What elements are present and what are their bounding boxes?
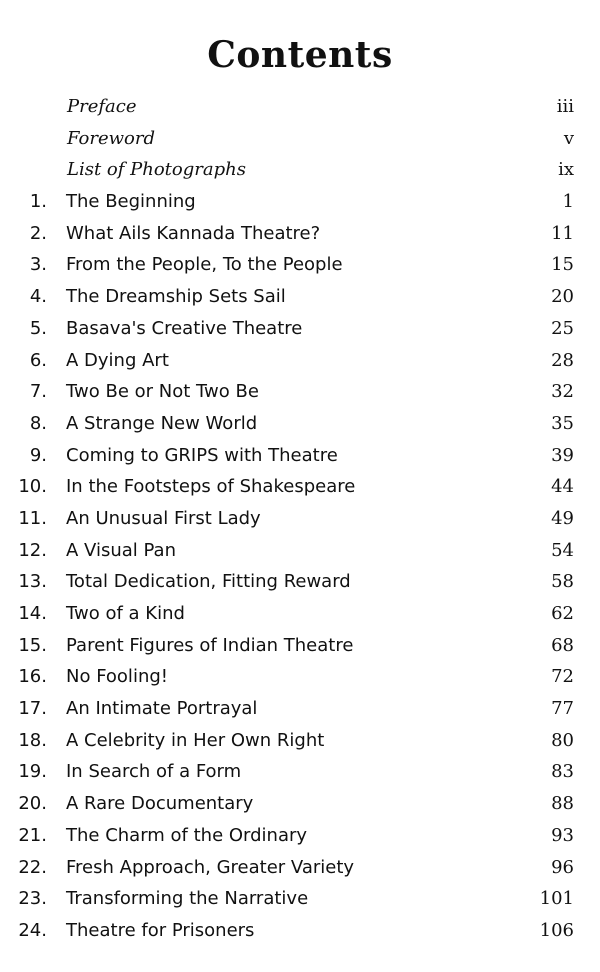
toc-entry-page: iii [556,96,574,117]
chapter-page: 72 [551,666,574,688]
toc-chapter-2[interactable] [0,218,600,250]
chapter-title: An Unusual First Lady [66,507,261,529]
chapter-number: 20. [18,793,47,815]
chapter-page: 101 [539,888,574,910]
chapter-page: 11 [551,222,574,244]
chapter-title: Two Be or Not Two Be [66,381,259,403]
chapter-number: 11. [18,507,47,529]
chapter-title: A Rare Documentary [66,793,254,815]
chapter-number: 13. [18,571,47,593]
chapter-number: 1. [29,191,47,213]
toc-chapter-4[interactable] [0,281,600,313]
chapter-title: Basava's Creative Theatre [66,317,303,339]
chapter-page: 106 [539,919,574,941]
chapter-number: 4. [29,286,47,308]
toc-chapter-7[interactable] [0,376,600,408]
chapter-title: A Strange New World [66,412,258,434]
toc-entry-page: ix [558,159,574,181]
chapter-page: 32 [551,381,574,403]
chapter-title: Fresh Approach, Greater Variety [66,856,355,878]
chapter-title: An Intimate Portrayal [66,698,258,720]
chapter-title: A Celebrity in Her Own Right [66,729,325,751]
chapter-page: 28 [551,349,574,371]
chapter-title: The Dreamship Sets Sail [66,286,286,308]
chapter-page: 49 [551,507,574,529]
toc-entry-title: List of Photographs [67,159,246,181]
chapter-title: Theatre for Prisoners [66,919,255,941]
toc-chapter-13[interactable] [0,566,600,598]
chapter-page: 77 [551,698,574,720]
chapter-title: The Beginning [66,191,196,213]
chapter-title: What Ails Kannada Theatre? [66,222,321,244]
chapter-number: 6. [29,349,47,371]
chapter-number: 18. [18,729,47,751]
chapter-title: Coming to GRIPS with Theatre [66,444,338,466]
toc-chapter-1[interactable] [0,186,600,218]
toc-chapter-3[interactable] [0,249,600,281]
chapter-page: 44 [551,476,574,498]
chapter-title: A Dying Art [66,349,169,371]
toc-entry-title: Foreword [67,127,155,149]
chapter-page: 80 [551,729,574,751]
chapter-number: 3. [29,254,47,276]
chapter-number: 22. [18,856,47,878]
chapter-page: 93 [551,824,574,846]
chapter-number: 14. [18,603,47,624]
chapter-page: 83 [551,761,574,783]
toc-chapter-18[interactable] [0,725,600,757]
chapter-page: 62 [551,603,574,624]
toc-chapter-21[interactable] [0,820,600,852]
toc-chapter-22[interactable] [0,852,600,884]
toc-chapter-14[interactable] [0,598,600,630]
toc-entry-preface[interactable] [0,91,600,123]
chapter-number: 7. [29,381,47,403]
chapter-number: 23. [18,888,47,910]
chapter-page: 68 [551,634,574,656]
toc-chapter-12[interactable] [0,535,600,567]
chapter-title: In the Footsteps of Shakespeare [66,476,356,498]
toc-chapter-5[interactable] [0,313,600,345]
toc-chapter-10[interactable] [0,471,600,503]
chapter-title: No Fooling! [66,666,168,688]
toc-chapter-20[interactable] [0,788,600,820]
chapter-page: 20 [551,286,574,308]
chapter-title: The Charm of the Ordinary [66,824,308,846]
toc-chapter-16[interactable] [0,661,600,693]
chapter-title: Transforming the Narrative [66,888,309,910]
page-title: Contents [207,34,393,77]
chapter-page: 25 [551,317,574,339]
toc-entry-page: v [563,127,574,149]
chapter-page: 96 [551,856,574,878]
toc-chapter-23[interactable] [0,883,600,915]
chapter-number: 15. [18,634,47,656]
chapter-title: In Search of a Form [66,761,242,783]
toc-chapter-6[interactable] [0,345,600,377]
toc-chapter-8[interactable] [0,408,600,440]
chapter-page: 1 [562,191,574,213]
chapter-title: From the People, To the People [66,254,343,276]
chapter-page: 54 [551,539,574,561]
chapter-number: 8. [29,412,47,434]
chapter-number: 9. [29,444,47,466]
chapter-title: Total Dedication, Fitting Reward [66,571,351,593]
chapter-page: 15 [551,254,574,276]
toc-chapter-15[interactable] [0,630,600,662]
chapter-page: 39 [551,444,574,466]
chapter-number: 24. [18,919,47,941]
toc-chapter-24[interactable] [0,915,600,947]
chapter-number: 10. [18,476,47,498]
table-of-contents [0,91,600,947]
chapter-number: 17. [18,698,47,720]
chapter-number: 2. [29,222,47,244]
toc-chapter-11[interactable] [0,503,600,535]
toc-chapter-17[interactable] [0,693,600,725]
chapter-page: 88 [551,793,574,815]
toc-entry-list-of-photographs[interactable] [0,154,600,186]
chapter-page: 58 [551,571,574,593]
toc-entry-foreword[interactable] [0,123,600,155]
toc-entry-title: Preface [67,96,137,117]
chapter-number: 19. [18,761,47,783]
chapter-title: A Visual Pan [66,539,176,561]
chapter-title: Two of a Kind [66,603,185,624]
chapter-page: 35 [551,412,574,434]
chapter-number: 5. [29,317,47,339]
toc-chapter-19[interactable] [0,756,600,788]
chapter-number: 21. [18,824,47,846]
toc-chapter-9[interactable] [0,440,600,472]
chapter-number: 12. [18,539,47,561]
chapter-number: 16. [18,666,47,688]
chapter-title: Parent Figures of Indian Theatre [66,634,354,656]
